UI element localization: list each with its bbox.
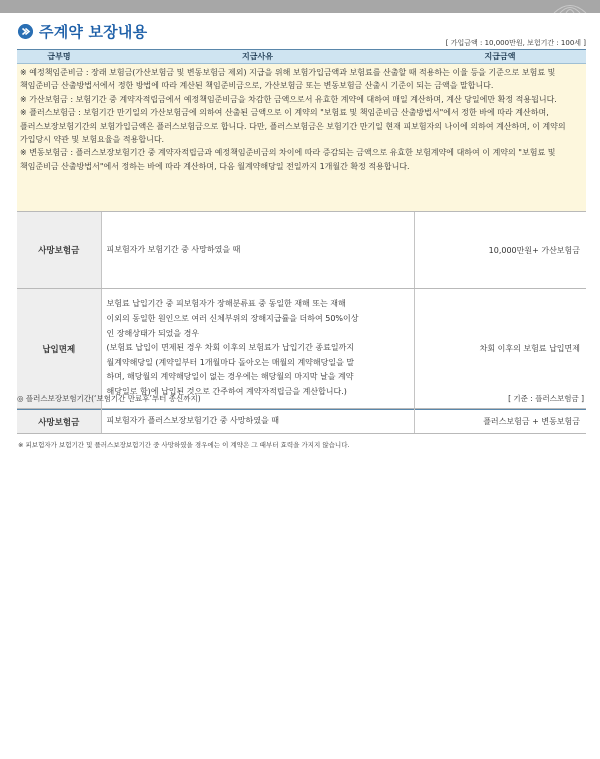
benefit-name: 납입면제 [17, 289, 101, 409]
decorative-lines-icon [548, 0, 592, 13]
plus-coverage-table [17, 409, 586, 434]
note-item: ※ 가산보험금 : 보험기간 중 계약자적립금에서 예정책임준비금을 차감한 금액으로서 유효한 계약에 대하여 매일 계산하며, 계산 당일에만 확정 적용됩니다. [20, 94, 557, 104]
reason-line: 인 장해상태가 되었을 경우 [106, 328, 200, 338]
payment-amount: 차회 이후의 보험료 납입면제 [414, 289, 586, 409]
plus-period-basis: [ 기준 : 플러스보험금 ] [508, 394, 584, 403]
coverage-table [17, 49, 586, 409]
reason-line: 월계약해당일 (계약일부터 1개월마다 돌아오는 매월의 계약해당일을 말 [106, 357, 355, 367]
reason-line: 피보험자가 보험기간 중 사망하였을 때 [106, 244, 241, 254]
header-payment-reason: 지급사유 [101, 50, 414, 64]
page-title: 주계약 보장내용 [39, 23, 148, 41]
reason-line: (보험료 납입이 면제된 경우 차회 이후의 보험료가 납입기간 종료일까지 [106, 343, 355, 353]
subscription-info: [ 가입금액 : 10,000만원, 보험기간 : 100세 ] [445, 39, 586, 47]
payment-amount: 10,000만원+ 가산보험금 [414, 212, 586, 289]
note-item: ※ 플러스보험금 : 보험기간 만기일의 가산보험금에 의하여 산출된 금액으로 이 계약의 "보험료 및 책임준비금 산출방법서"에서 정한 바에 따라 계산하며, 플러스보장보험기간의 보험가입금액은 플러스보험금으로 합니다. 다만, 플러스보험금은 보험기간 만기일 현재 피보험자의 나이에 의하여 계산하며, 이 계약의 가입당시 약관 및 보험요율을 적용합니다. [20, 108, 566, 145]
table-header-row [17, 50, 586, 64]
reason-line: 해당일로 함)에 납입된 것으로 간주하여 계약자적립금을 계산합니다.) [106, 386, 347, 396]
table-row [17, 212, 586, 289]
header-payment-amount: 지급금액 [414, 50, 586, 64]
plus-period-label: ◎ 플러스보장보험기간(‘보험기간 만료후’부터 종신까지) [17, 394, 201, 403]
payment-reason [101, 212, 414, 289]
notes-row [17, 64, 586, 212]
note-item: ※ 예정책임준비금 : 장래 보험금(가산보험금 및 변동보험금 제외) 지급을 위해 보험가입금액과 보험료를 산출할 때 적용하는 이율 등을 기준으로 보험료 및 책임준비금 산출방법서에서 정한 방법에 따라 계산된 책임준비금으로, 가산보험금 또는 변동보험금 산출시 기준이 되는 금액을 말합니다. [20, 68, 556, 91]
payment-reason: 피보험자가 플러스보장보험기간 중 사망하였을 때 [101, 410, 414, 434]
reason-line: 이외의 동일한 원인으로 여러 신체부위의 장해지급률을 더하여 50%이상 [106, 314, 359, 324]
benefit-name: 사망보험금 [17, 212, 101, 289]
footnote: ※ 피보험자가 보험기간 및 플러스보장보험기간 중 사망하였을 경우에는 이 계약은 그 때부터 효력을 가지지 않습니다. [18, 441, 350, 449]
note-item: ※ 변동보험금 : 플러스보장보험기간 중 계약자적립금과 예정책임준비금의 차이에 따라 증감되는 금액으로 유효한 보험계약에 대하여 이 계약의 "보험료 및 책임준비금 산출방법서"에서 정하는 바에 따라 계산하며, 다음 월계약해당일 전일까지 1개월간 확정 적용합니다. [20, 148, 556, 171]
plus-period-heading [17, 393, 586, 406]
payment-amount: 플러스보험금 + 변동보험금 [414, 410, 586, 434]
header-benefit-name: 급부명 [17, 50, 101, 64]
benefit-name: 사망보험금 [17, 410, 101, 434]
chevron-circle-icon [18, 24, 33, 39]
notes-cell [17, 64, 586, 212]
table-row [17, 289, 586, 409]
top-banner [0, 0, 600, 13]
reason-line: 보험료 납입기간 중 피보험자가 장해분류표 중 동일한 재해 또는 재해 [106, 299, 346, 309]
payment-reason [101, 289, 414, 409]
table-row [17, 410, 586, 434]
reason-line: 하며, 해당월의 계약해당일이 없는 경우에는 해당월의 마지막 날을 계약 [106, 372, 354, 382]
